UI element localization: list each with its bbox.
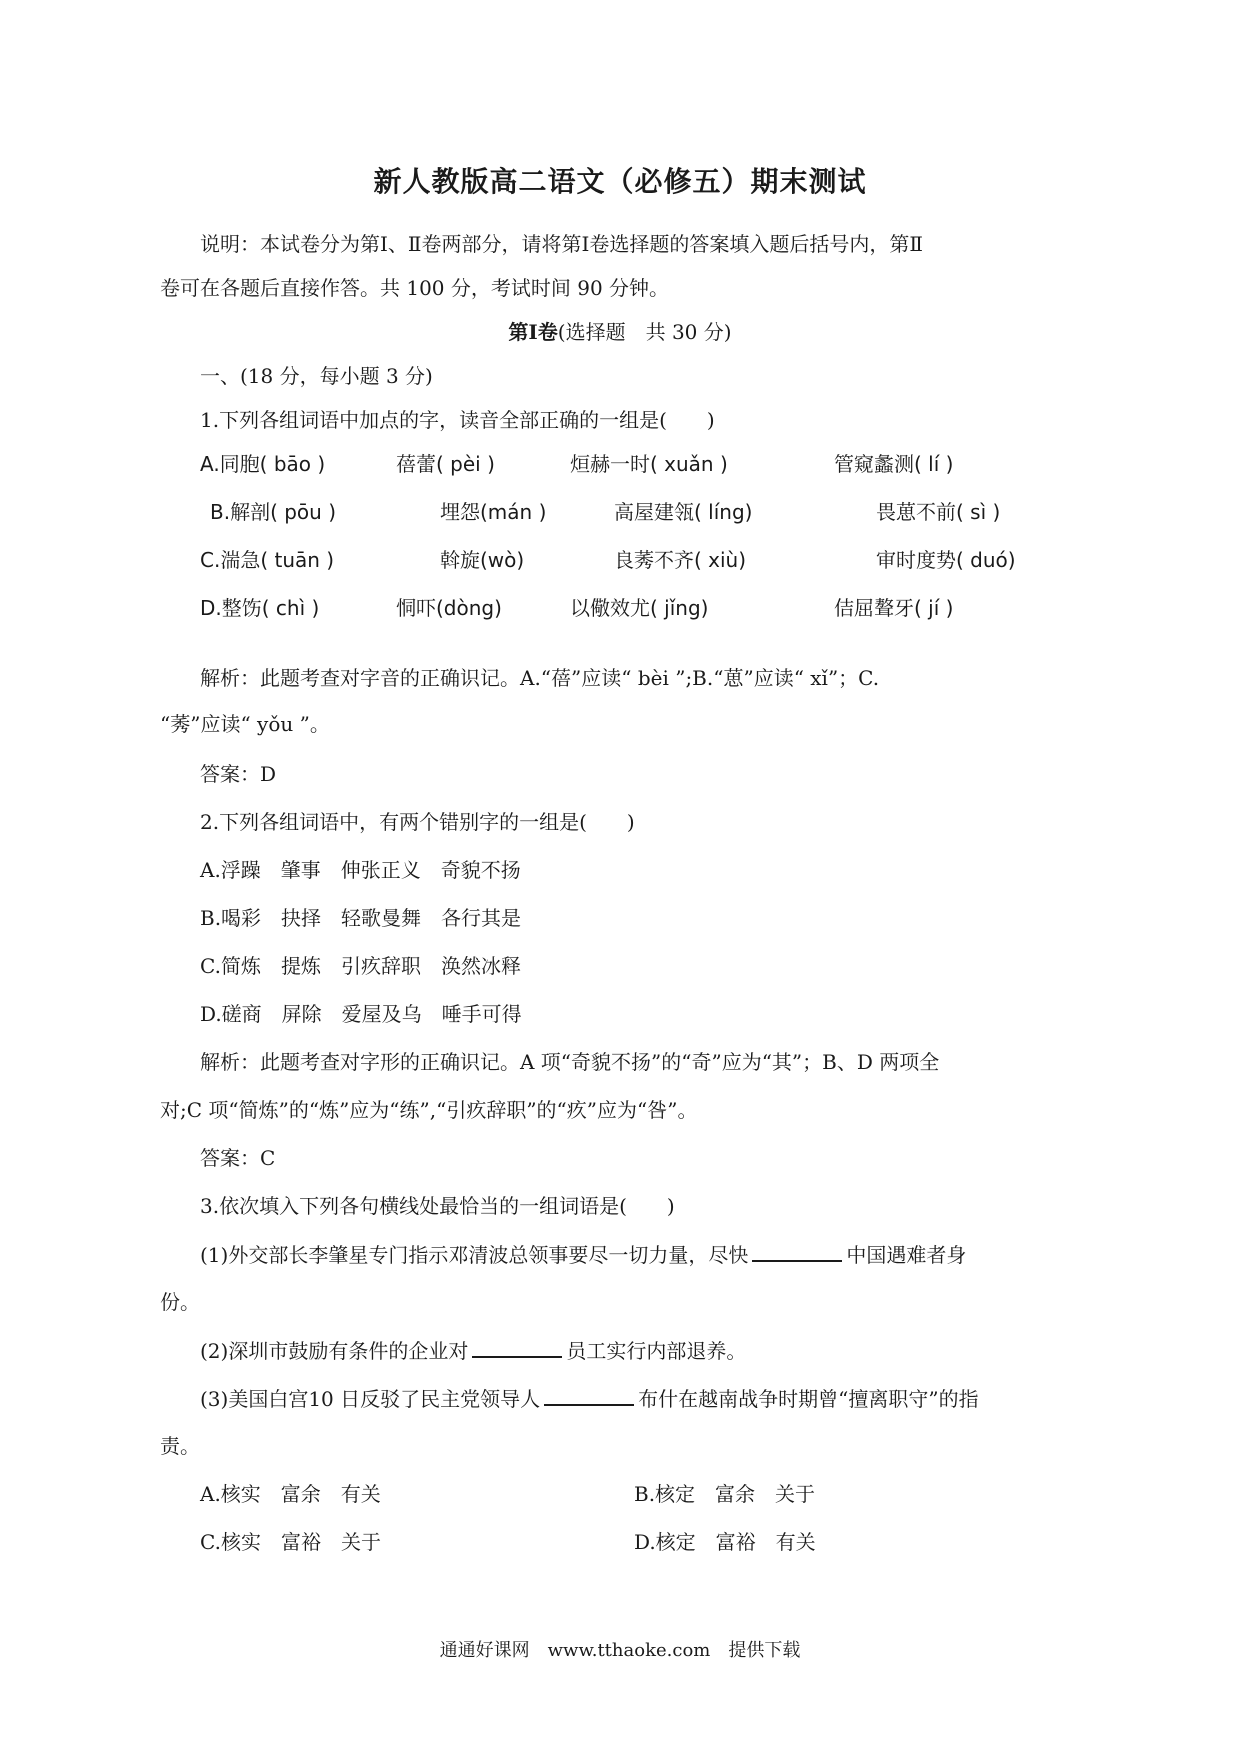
- q1-option-d-4: 佶屈聱牙( jí ): [834, 596, 954, 620]
- q3-sentence-1-cont: 份。: [160, 1290, 200, 1314]
- q1-option-c-2: 斡旋(wò): [440, 548, 525, 572]
- q1-stem: 1.下列各组词语中加点的字，读音全部正确的一组是( ): [200, 408, 715, 432]
- q3-sentence-1-part-a: (1)外交部长李肇星专门指示邓清波总领事要尽一切力量，尽快: [200, 1243, 749, 1267]
- q1-option-d-3: 以儆效尤( jǐng): [570, 596, 709, 620]
- q2-analysis-line-1: 解析：此题考查对字形的正确识记。A 项“奇貌不扬”的“奇”应为“其”；B、D 两项全: [200, 1050, 940, 1074]
- q1-option-b-1: B.解剖( pōu ): [210, 500, 337, 524]
- q3-sentence-2-part-a: (2)深圳市鼓励有条件的企业对: [200, 1339, 469, 1363]
- q3-blank-2[interactable]: [472, 1336, 562, 1358]
- q1-analysis-line-2: “莠”应读“ yǒu ”。: [160, 712, 330, 736]
- q1-analysis-line-1: 解析：此题考查对字音的正确识记。A.“蓓”应读“ bèi ”;B.“葸”应读“ xǐ”；C.: [200, 666, 880, 690]
- q3-sentence-1-part-b: 中国遇难者身: [846, 1243, 967, 1267]
- q3-sentence-2-part-b: 员工实行内部退养。: [566, 1339, 747, 1363]
- q3-sentence-1: [200, 1240, 966, 1269]
- q3-stem: 3.依次填入下列各句横线处最恰当的一组词语是( ): [200, 1194, 675, 1218]
- footer-source: 通通好课网 www.tthaoke.com 提供下载: [439, 1640, 801, 1661]
- q1-option-a-3: 烜赫一时( xuǎn ): [570, 452, 728, 476]
- q1-option-b-3: 高屋建瓴( líng): [614, 500, 753, 524]
- q3-sentence-3: [200, 1384, 979, 1413]
- q3-blank-1[interactable]: [752, 1240, 842, 1262]
- q2-answer: 答案：C: [200, 1146, 276, 1170]
- q2-option-c: C.简炼 提炼 引疚辞职 涣然冰释: [200, 954, 521, 978]
- intro-line-1: 说明：本试卷分为第Ⅰ、Ⅱ卷两部分，请将第Ⅰ卷选择题的答案填入题后括号内，第Ⅱ: [200, 232, 923, 256]
- q1-option-b-2: 埋怨(mán ): [440, 500, 547, 524]
- q2-option-b: B.喝彩 抉择 轻歌曼舞 各行其是: [200, 906, 522, 930]
- q3-option-d: D.核定 富裕 有关: [634, 1530, 816, 1554]
- q1-option-c-1: C.湍急( tuān ): [200, 548, 335, 572]
- q3-sentence-3-cont: 责。: [160, 1434, 200, 1458]
- q3-option-b: B.核定 富余 关于: [634, 1482, 816, 1506]
- section-heading: [0, 318, 1240, 346]
- q1-option-c-3: 良莠不齐( xiù): [614, 548, 747, 572]
- q1-option-a-4: 管窥蠡测( lí ): [834, 452, 954, 476]
- intro-line-2: 卷可在各题后直接作答。共 100 分，考试时间 90 分钟。: [160, 276, 670, 300]
- q1-option-a-2: 蓓蕾( pèi ): [396, 452, 495, 476]
- part-heading: 一、(18 分，每小题 3 分): [200, 364, 433, 388]
- q3-option-c: C.核实 富裕 关于: [200, 1530, 381, 1554]
- q1-option-b-4: 畏葸不前( sì ): [876, 500, 1001, 524]
- q1-option-a-1: A.同胞( bāo ): [200, 452, 326, 476]
- q2-analysis-line-2: 对;C 项“简炼”的“炼”应为“练”,“引疚辞职”的“疚”应为“咎”。: [160, 1098, 698, 1122]
- q1-option-c-4: 审时度势( duó): [876, 548, 1016, 572]
- page-title: 新人教版高二语文（必修五）期末测试: [373, 165, 867, 198]
- q2-stem: 2.下列各组词语中，有两个错别字的一组是( ): [200, 810, 635, 834]
- q3-sentence-3-part-a: (3)美国白宫10 日反驳了民主党领导人: [200, 1387, 541, 1411]
- section-heading-note: (选择题 共 30 分): [557, 320, 732, 344]
- q1-option-d-1: D.整饬( chì ): [200, 596, 320, 620]
- section-heading-label: 第Ⅰ卷: [508, 320, 558, 344]
- q1-option-d-2: 恫吓(dòng): [396, 596, 502, 620]
- q3-sentence-2: [200, 1336, 746, 1365]
- q3-option-a: A.核实 富余 有关: [200, 1482, 381, 1506]
- q1-answer: 答案：D: [200, 762, 277, 786]
- q3-sentence-3-part-b: 布什在越南战争时期曾“擅离职守”的指: [638, 1387, 979, 1411]
- q2-option-d: D.磋商 屏除 爱屋及乌 唾手可得: [200, 1002, 522, 1026]
- q2-option-a: A.浮躁 肇事 伸张正义 奇貌不扬: [200, 858, 521, 882]
- q3-blank-3[interactable]: [544, 1384, 634, 1406]
